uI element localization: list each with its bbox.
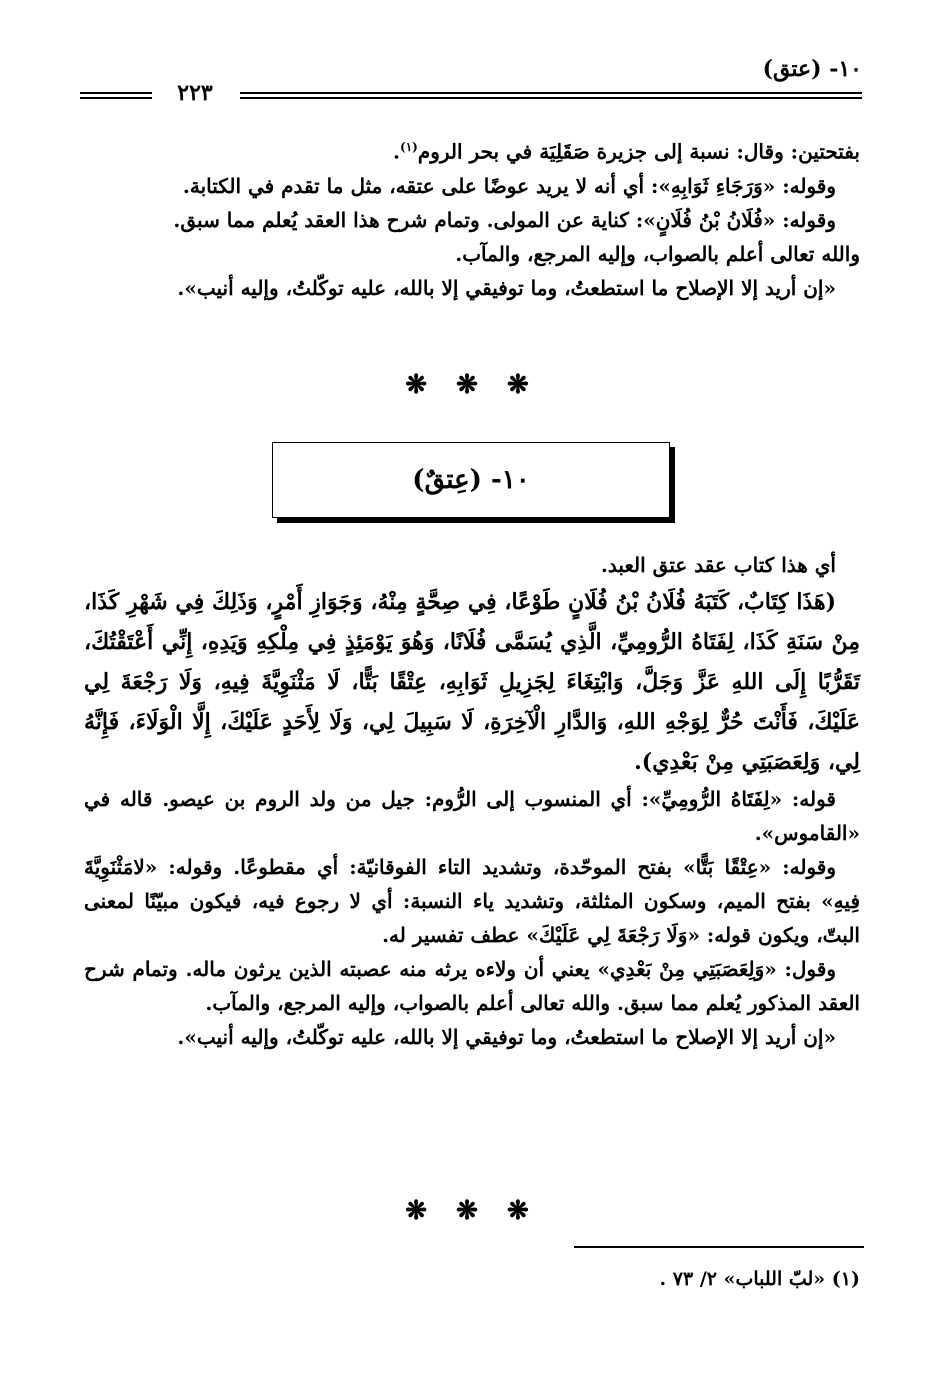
paragraph-closing: والله تعالى أعلم بالصواب، وإليه المرجع، والمآب. [455, 241, 860, 266]
page-number: ٢٢٣ [177, 80, 213, 106]
paragraph-intro: أي هذا كتاب عقد عتق العبد. [600, 553, 836, 577]
paragraph-fulan: وقوله: «فُلَانُ بْنُ فُلَانٍ»: كناية عن المولى. وتمام شرح هذا العقد يُعلم مما سبق. [173, 207, 836, 232]
header-rule-left [80, 92, 152, 99]
section-title: ١٠- (عِتقٌ) [412, 465, 530, 495]
paragraph-batt: وقوله: «عِتْقًا بَتًّا» بفتح الموحّدة، وتشديد التاء الفوقانيّة: أي مقطوعًا. وقوله: «لامَثْنَوِيَّةَ فِيهِ» بفتح الميم، وسكون المثلثة، وتشديد ياء النسبة: أي لا رجوع فيه، فيكون مبيّنًا لمعنى البتّ، ويكون قوله: «وَلَا رَجْعَةَ لِي عَلَيْكَ» عطف تفسير له. [84, 855, 860, 947]
header-rule-right [240, 92, 862, 99]
footnote: (١) «لبّ اللباب» ٢/ ٧٣ . [659, 1268, 860, 1290]
paragraph-fatah: قوله: «لِفَتَاهُ الرُّومِيِّ»: أي المنسوب إلى الرُّوم: جيل من ولد الروم بن عيصو. قاله في «القاموس». [84, 787, 860, 845]
paragraph-dua-2: «إن أريد إلا الإصلاح ما استطعتُ، وما توفيقي إلا بالله، عليه توكّلتُ، وإليه أنيب». [177, 1025, 836, 1049]
footnote-rule [574, 1246, 864, 1248]
paragraph-continuation: بفتحتين: وقال: نسبة إلى جزيرة صَقَلِيَة في بحر الروم$^{(١)}$. [393, 139, 860, 164]
section-title-box [272, 442, 670, 518]
running-title: ١٠- (عتق) [762, 56, 862, 82]
section-separator: ❋ ❋ ❋ [405, 370, 539, 400]
section-separator-end: ❋ ❋ ❋ [405, 1196, 539, 1226]
lower-text-block [84, 548, 860, 1054]
page-header [80, 50, 862, 110]
upper-text-block [84, 130, 860, 305]
contract-formula: (هَذَا كِتَابٌ، كَتَبَهُ فُلَانُ بْنُ فُلَانٍ طَوْعًا، فِي صِحَّةٍ مِنْهُ، وَجَوَازِ أَمْرٍ، وَذَلِكَ فِي شَهْرِ كَذَا، مِنْ سَنَةِ كَذَا، لِفَتَاهُ الرُّومِيِّ، الَّذِي يُسَمَّى فُلَانًا، وَهُوَ يَوْمَئِذٍ فِي مِلْكِهِ وَيَدِهِ، إِنِّي أَعْتَقْتُكَ، تَقَرُّبًا إِلَى اللهِ عَزَّ وَجَلَّ، وَابْتِغَاءَ لِجَزِيلِ ثَوَابِهِ، عِتْقًا بَتًّا، لَا مَثْنَوِيَّةَ فِيهِ، وَلَا رَجْعَةَ لِي عَلَيْكَ، فَأَنْتَ حُرٌّ لِوَجْهِ اللهِ، وَالدَّارِ الْآخِرَةِ، لَا سَبِيلَ لِي، وَلَا لِأَحَدٍ عَلَيْكَ، إِلَّا الْوَلَاءَ، فَإِنَّهُ لِي، وَلِعَصَبَتِي مِنْ بَعْدِي). [84, 589, 861, 775]
paragraph-thawab: وقوله: «وَرَجَاءِ ثَوَابِهِ»: أي أنه لا يريد عوضًا على عتقه، مثل ما تقدم في الكتابة. [182, 173, 836, 198]
footnote-marker: (١) [400, 140, 418, 154]
paragraph-dua: «إن أريد إلا الإصلاح ما استطعتُ، وما توفيقي إلا بالله، عليه توكّلتُ، وإليه أنيب». [177, 275, 836, 300]
paragraph-asaba: وقول: «وَلِعَصَبَتِي مِنْ بَعْدِي» يعني أن ولاءه يرثه منه عصبته الذين يرثون ماله. وتمام شرح العقد المذكور يُعلم مما سبق. والله تعالى أعلم بالصواب، وإليه المرجع، والمآب. [84, 957, 860, 1015]
